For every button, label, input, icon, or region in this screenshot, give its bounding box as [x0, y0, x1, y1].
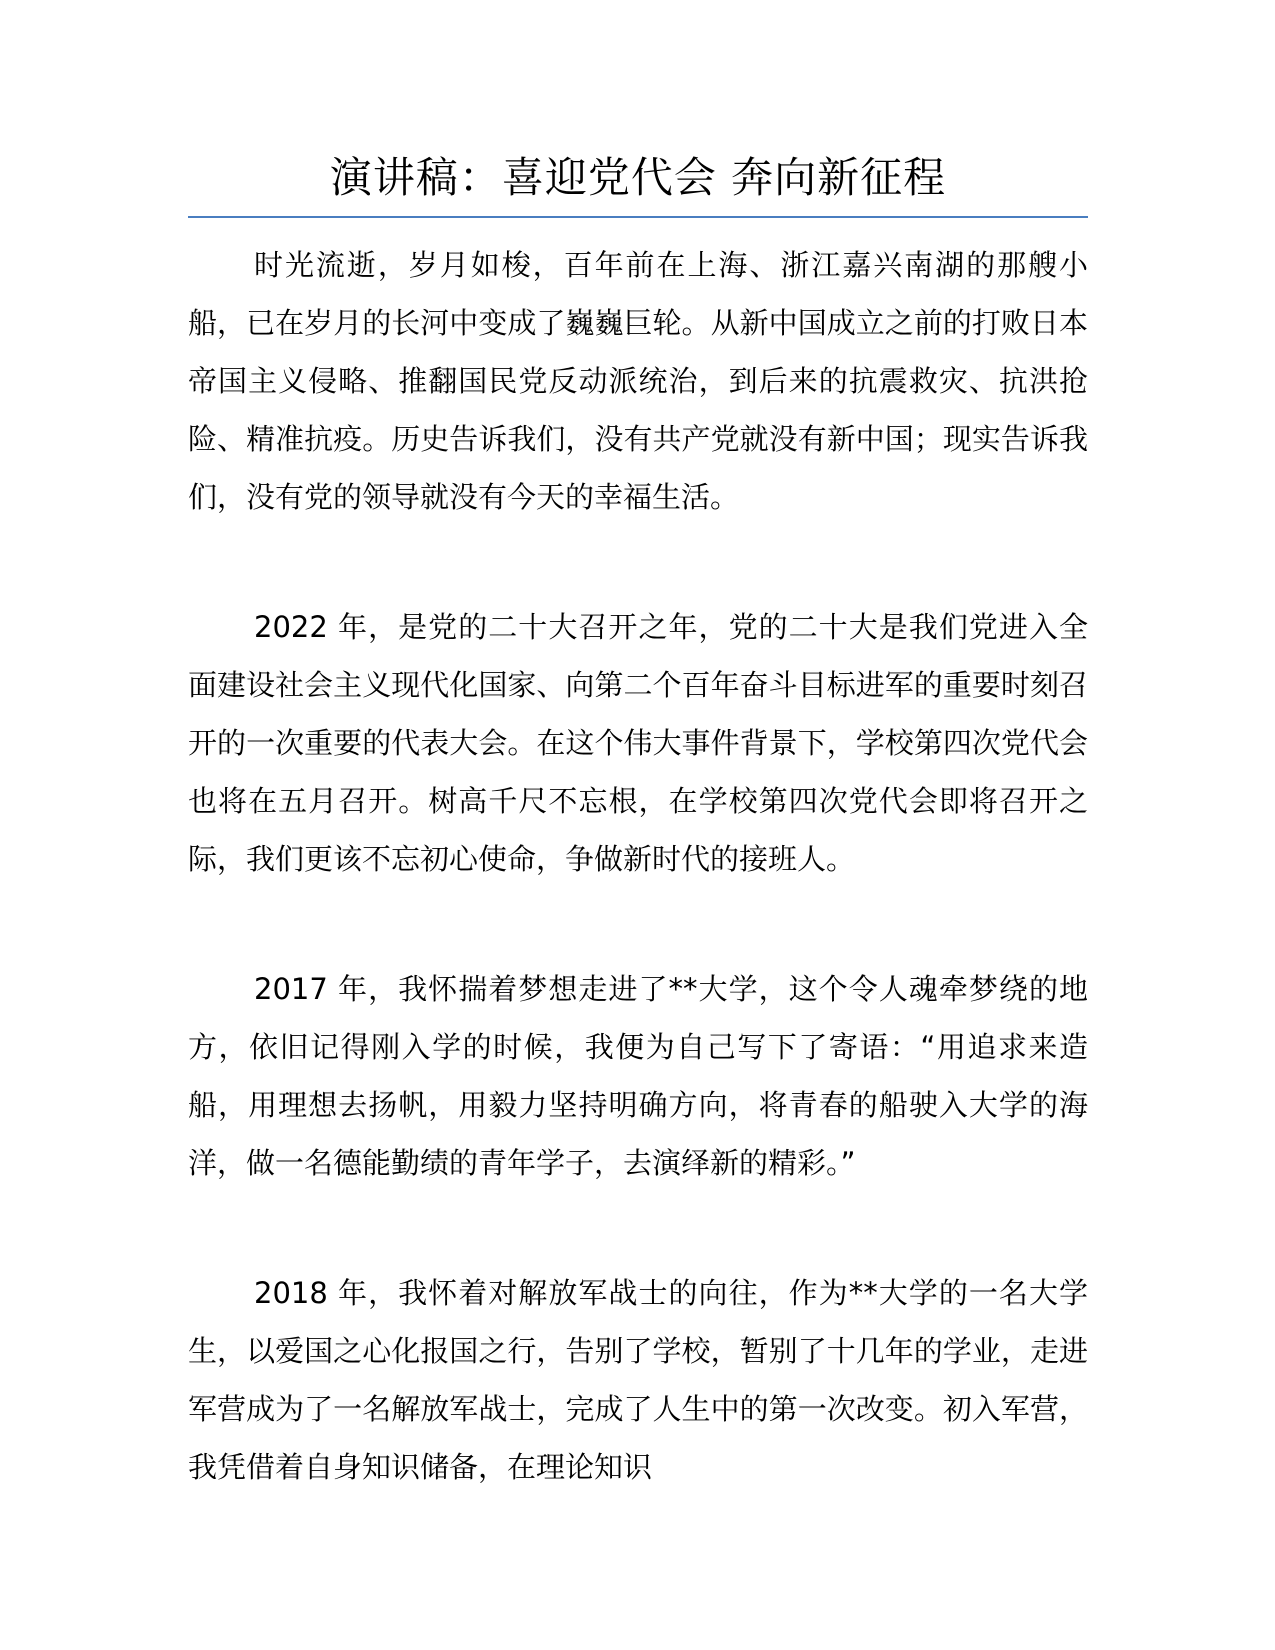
body-paragraph: 2017 年，我怀揣着梦想走进了**大学，这个令人魂牵梦绕的地方，依旧记得刚入学的时候，我便为自己写下了寄语：“用追求来造船，用理想去扬帆，用毅力坚持明确方向，将青春的船驶入大学的海洋，做一名德能勤绩的青年学子，去演绎新的精彩。” [188, 972, 1088, 1180]
body-paragraph: 2022 年，是党的二十大召开之年，党的二十大是我们党进入全面建设社会主义现代化国家、向第二个百年奋斗目标进军的重要时刻召开的一次重要的代表大会。在这个伟大事件背景下，学校第四次党代会也将在五月召开。树高千尺不忘根，在学校第四次党代会即将召开之际，我们更该不忘初心使命，争做新时代的接班人。 [188, 610, 1088, 876]
body-paragraph: 时光流逝，岁月如梭，百年前在上海、浙江嘉兴南湖的那艘小船，已在岁月的长河中变成了巍巍巨轮。从新中国成立之前的打败日本帝国主义侵略、推翻国民党反动派统治，到后来的抗震救灾、抗洪抢险、精准抗疫。历史告诉我们，没有共产党就没有新中国；现实告诉我们，没有党的领导就没有今天的幸福生活。 [188, 248, 1088, 514]
document-title: 演讲稿：喜迎党代会 奔向新征程 [329, 153, 947, 202]
body-paragraph: 2018 年，我怀着对解放军战士的向往，作为**大学的一名大学生，以爱国之心化报国之行，告别了学校，暂别了十几年的学业，走进军营成为了一名解放军战士，完成了人生中的第一次改变。初入军营，我凭借着自身知识储备，在理论知识 [188, 1276, 1088, 1484]
title-divider [188, 216, 1088, 218]
